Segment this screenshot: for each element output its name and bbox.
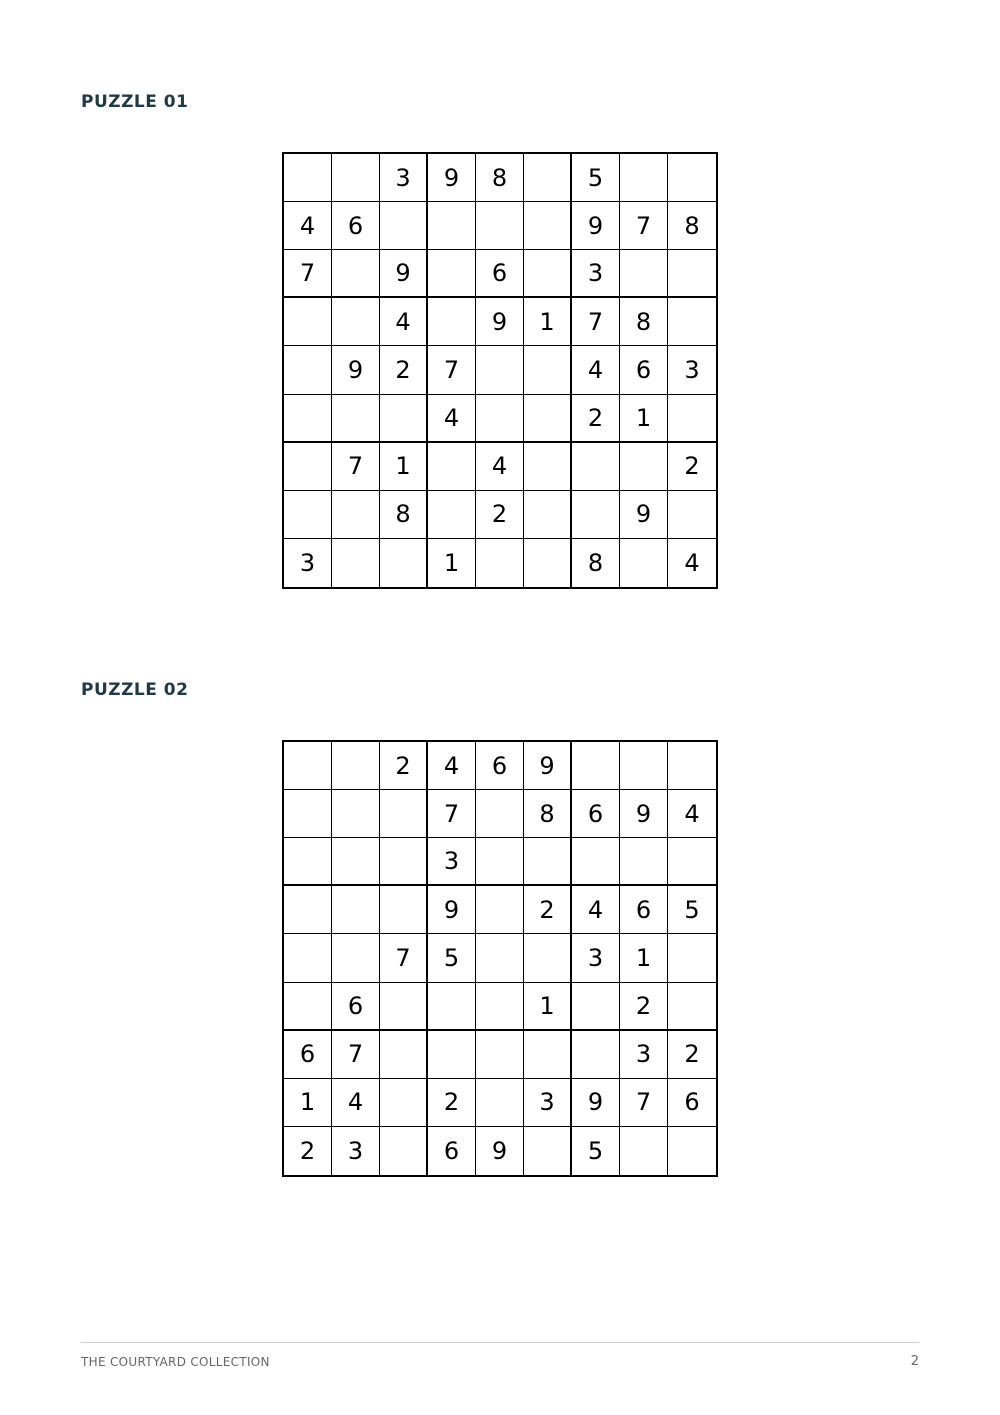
sudoku-cell[interactable] [524,838,572,886]
sudoku-cell[interactable] [524,395,572,443]
sudoku-cell[interactable] [572,1031,620,1079]
sudoku-cell[interactable]: 9 [620,790,668,838]
sudoku-cell[interactable] [620,250,668,298]
sudoku-cell[interactable] [284,934,332,982]
sudoku-cell[interactable] [476,983,524,1031]
sudoku-cell[interactable] [428,1031,476,1079]
sudoku-cell[interactable] [668,491,716,539]
sudoku-cell[interactable]: 1 [284,1079,332,1127]
sudoku-cell[interactable] [284,346,332,394]
sudoku-cell[interactable]: 2 [524,886,572,934]
sudoku-cell[interactable]: 3 [284,539,332,587]
sudoku-cell[interactable]: 8 [476,154,524,202]
sudoku-cell[interactable]: 8 [572,539,620,587]
sudoku-cell[interactable]: 9 [476,1127,524,1175]
sudoku-cell[interactable] [524,539,572,587]
sudoku-cell[interactable]: 7 [428,790,476,838]
sudoku-cell[interactable] [476,790,524,838]
sudoku-cell[interactable] [332,298,380,346]
sudoku-cell[interactable]: 7 [332,443,380,491]
sudoku-cell[interactable]: 7 [380,934,428,982]
sudoku-cell[interactable] [332,886,380,934]
sudoku-cell[interactable] [380,1079,428,1127]
sudoku-cell[interactable]: 7 [620,202,668,250]
sudoku-cell[interactable] [380,886,428,934]
sudoku-cell[interactable]: 6 [668,1079,716,1127]
sudoku-cell[interactable] [284,491,332,539]
sudoku-cell[interactable] [668,298,716,346]
sudoku-cell[interactable] [428,443,476,491]
sudoku-cell[interactable] [668,154,716,202]
sudoku-cell[interactable] [284,838,332,886]
sudoku-cell[interactable] [284,154,332,202]
sudoku-cell[interactable] [476,886,524,934]
sudoku-cell[interactable] [524,250,572,298]
sudoku-cell[interactable]: 4 [572,886,620,934]
sudoku-cell[interactable] [428,250,476,298]
sudoku-cell[interactable]: 2 [380,346,428,394]
sudoku-cell[interactable] [332,539,380,587]
sudoku-cell[interactable] [428,491,476,539]
sudoku-cell[interactable]: 2 [284,1127,332,1175]
sudoku-cell[interactable]: 3 [620,1031,668,1079]
sudoku-cell[interactable] [380,1127,428,1175]
sudoku-cell[interactable]: 4 [332,1079,380,1127]
sudoku-cell[interactable] [380,983,428,1031]
sudoku-cell[interactable]: 4 [380,298,428,346]
sudoku-cell[interactable]: 9 [428,886,476,934]
sudoku-cell[interactable]: 3 [332,1127,380,1175]
sudoku-cell[interactable] [572,491,620,539]
sudoku-cell[interactable] [620,443,668,491]
sudoku-cell[interactable] [284,983,332,1031]
sudoku-cell[interactable] [428,298,476,346]
sudoku-cell[interactable]: 2 [380,742,428,790]
sudoku-cell[interactable] [380,790,428,838]
sudoku-cell[interactable]: 6 [572,790,620,838]
sudoku-cell[interactable]: 4 [428,742,476,790]
sudoku-cell[interactable]: 2 [572,395,620,443]
sudoku-cell[interactable] [476,539,524,587]
sudoku-cell[interactable] [428,983,476,1031]
sudoku-cell[interactable]: 9 [332,346,380,394]
sudoku-cell[interactable]: 1 [380,443,428,491]
sudoku-cell[interactable] [572,983,620,1031]
sudoku-cell[interactable] [476,346,524,394]
sudoku-cell[interactable]: 2 [428,1079,476,1127]
sudoku-cell[interactable] [332,395,380,443]
sudoku-cell[interactable] [572,838,620,886]
sudoku-cell[interactable] [332,742,380,790]
sudoku-cell[interactable] [668,838,716,886]
sudoku-cell[interactable] [524,346,572,394]
sudoku-cell[interactable]: 3 [524,1079,572,1127]
sudoku-cell[interactable]: 3 [380,154,428,202]
sudoku-cell[interactable]: 1 [620,934,668,982]
sudoku-cell[interactable]: 6 [428,1127,476,1175]
sudoku-cell[interactable]: 6 [284,1031,332,1079]
sudoku-cell[interactable] [668,1127,716,1175]
sudoku-cell[interactable]: 9 [572,1079,620,1127]
sudoku-cell[interactable]: 9 [524,742,572,790]
footer-divider [81,1342,919,1343]
sudoku-cell[interactable]: 8 [668,202,716,250]
sudoku-cell[interactable] [380,1031,428,1079]
sudoku-cell[interactable]: 9 [428,154,476,202]
sudoku-cell[interactable]: 6 [620,346,668,394]
sudoku-cell[interactable] [620,539,668,587]
sudoku-cell[interactable]: 4 [572,346,620,394]
sudoku-cell[interactable]: 1 [524,298,572,346]
sudoku-cell[interactable]: 3 [668,346,716,394]
sudoku-cell[interactable] [524,1031,572,1079]
sudoku-cell[interactable]: 6 [476,250,524,298]
footer-collection-name: THE COURTYARD COLLECTION [81,1355,270,1369]
sudoku-cell[interactable] [524,202,572,250]
sudoku-cell[interactable] [620,154,668,202]
sudoku-cell[interactable]: 6 [332,983,380,1031]
sudoku-cell[interactable]: 8 [620,298,668,346]
sudoku-cell[interactable]: 2 [476,491,524,539]
sudoku-cell[interactable]: 6 [332,202,380,250]
sudoku-cell[interactable] [332,250,380,298]
sudoku-cell[interactable] [524,443,572,491]
sudoku-cell[interactable]: 1 [620,395,668,443]
sudoku-cell[interactable]: 5 [428,934,476,982]
sudoku-cell[interactable] [476,838,524,886]
sudoku-cell[interactable]: 6 [620,886,668,934]
sudoku-cell[interactable] [284,886,332,934]
sudoku-cell[interactable]: 1 [428,539,476,587]
sudoku-cell[interactable] [284,298,332,346]
sudoku-cell[interactable] [476,934,524,982]
sudoku-cell[interactable]: 4 [684,548,700,577]
page-number: 2 [910,1354,919,1369]
sudoku-cell[interactable]: 4 [428,395,476,443]
sudoku-cell[interactable] [668,250,716,298]
sudoku-cell[interactable]: 9 [620,491,668,539]
sudoku-cell[interactable] [524,491,572,539]
sudoku-cell[interactable]: 3 [572,250,620,298]
sudoku-cell[interactable] [476,202,524,250]
sudoku-cell[interactable] [332,491,380,539]
sudoku-cell[interactable]: 4 [668,790,716,838]
sudoku-cell[interactable] [476,1079,524,1127]
sudoku-cell[interactable]: 8 [380,491,428,539]
sudoku-cell[interactable]: 9 [380,250,428,298]
sudoku-cell[interactable]: 5 [668,886,716,934]
sudoku-cell[interactable]: 2 [668,1031,716,1079]
sudoku-cell[interactable] [380,539,428,587]
sudoku-cell[interactable] [284,395,332,443]
sudoku-cell[interactable]: 3 [572,934,620,982]
sudoku-cell[interactable]: 4 [476,443,524,491]
sudoku-cell[interactable] [668,983,716,1031]
sudoku-cell[interactable]: 9 [476,298,524,346]
sudoku-cell[interactable] [668,934,716,982]
sudoku-cell[interactable]: 1 [524,983,572,1031]
sudoku-cell[interactable] [284,443,332,491]
sudoku-cell[interactable]: 5 [572,1127,620,1175]
sudoku-cell[interactable]: 6 [476,742,524,790]
sudoku-cell[interactable] [668,742,716,790]
sudoku-grid [282,740,718,1177]
puzzle-title: PUZZLE 01 [81,92,189,112]
puzzle-title: PUZZLE 02 [81,680,189,700]
sudoku-cell[interactable]: 7 [620,1079,668,1127]
sudoku-cell[interactable] [284,742,332,790]
sudoku-cell[interactable] [380,395,428,443]
sudoku-cell[interactable]: 8 [524,790,572,838]
sudoku-cell[interactable] [524,934,572,982]
sudoku-grid [282,152,718,589]
sudoku-cell[interactable] [524,1127,572,1175]
sudoku-cell[interactable] [332,154,380,202]
sudoku-cell[interactable]: 7 [428,346,476,394]
sudoku-cell[interactable] [332,790,380,838]
sudoku-cell[interactable] [572,742,620,790]
sudoku-cell[interactable] [380,838,428,886]
sudoku-cell[interactable] [284,790,332,838]
sudoku-cell[interactable] [428,202,476,250]
sudoku-cell[interactable]: 7 [332,1031,380,1079]
sudoku-cell[interactable] [476,1031,524,1079]
sudoku-cell[interactable]: 7 [572,298,620,346]
sudoku-cell[interactable]: 4 [284,202,332,250]
sudoku-cell[interactable] [332,838,380,886]
sudoku-cell[interactable]: 3 [428,838,476,886]
sudoku-cell[interactable] [572,443,620,491]
sudoku-cell[interactable] [620,1127,668,1175]
sudoku-cell[interactable] [476,395,524,443]
sudoku-cell[interactable] [620,742,668,790]
sudoku-cell[interactable]: 2 [620,983,668,1031]
sudoku-cell[interactable]: 7 [284,250,332,298]
sudoku-cell[interactable]: 2 [668,443,716,491]
sudoku-cell[interactable]: 9 [572,202,620,250]
sudoku-cell[interactable] [620,838,668,886]
sudoku-cell[interactable] [380,202,428,250]
sudoku-cell[interactable] [524,154,572,202]
sudoku-cell[interactable] [332,934,380,982]
sudoku-cell[interactable]: 5 [572,154,620,202]
sudoku-cell[interactable] [668,395,716,443]
